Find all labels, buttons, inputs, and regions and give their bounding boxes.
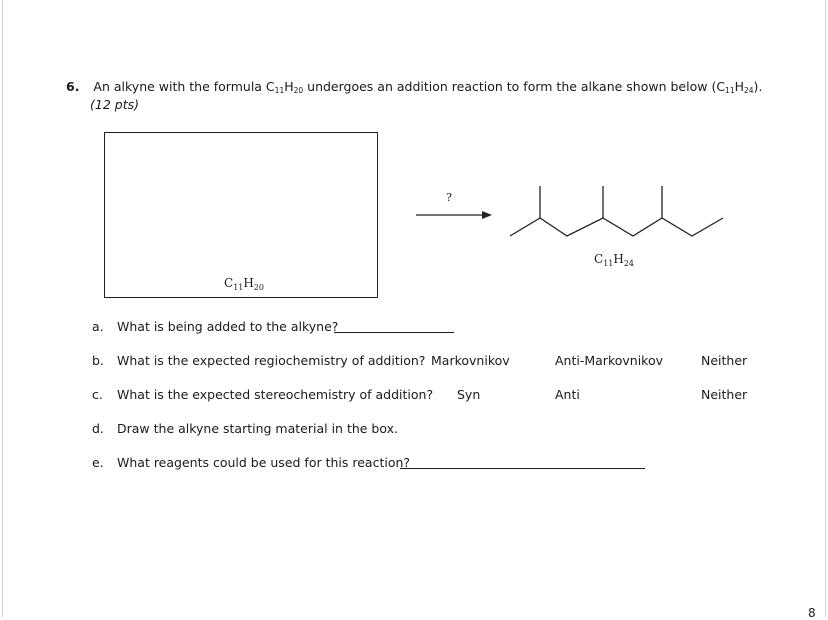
formula-subscript: 20 [293,86,304,95]
part-d-letter: d. [92,421,104,436]
formula-c: C [594,252,604,266]
part-e-letter: e. [92,455,104,470]
alkane-structure [500,180,730,244]
question-points: (12 pts) [90,97,139,112]
question-number: 6. [66,79,80,94]
formula-subscript: 20 [253,283,265,292]
option-neither-regio[interactable]: Neither [701,353,748,368]
box-formula [224,276,264,290]
part-a-text: What is being added to the alkyne? [117,319,339,334]
part-b-text: What is the expected regiochemistry of addition? [117,353,426,368]
part-b-letter: b. [92,353,104,368]
option-syn[interactable]: Syn [457,387,481,402]
option-markovnikov[interactable]: Markovnikov [431,353,510,368]
part-c-text: What is the expected stereochemistry of addition? [117,387,434,402]
arrow-label: ? [446,191,452,204]
product-formula [594,252,634,266]
formula-h: H [243,276,254,290]
page-number: 8 [808,606,816,620]
option-anti-markovnikov[interactable]: Anti-Markovnikov [555,353,664,368]
option-neither-stereo[interactable]: Neither [701,387,748,402]
formula-subscript: 11 [603,259,614,268]
formula-h: H [734,79,744,94]
question-text-middle: undergoes an addition reaction to form the alkane shown below (C [303,79,726,94]
formula-subscript: 11 [233,283,244,292]
question-text-end: ). [753,79,763,94]
reaction-arrow-icon [414,208,494,222]
formula-subscript: 24 [744,86,754,95]
question-text-start: An alkyne with the formula C [93,79,275,94]
drawing-box[interactable] [104,132,378,298]
formula-subscript: 24 [623,259,635,268]
part-a-letter: a. [92,319,104,334]
option-anti[interactable]: Anti [555,387,580,402]
formula-h: H [613,252,624,266]
formula-subscript: 11 [725,86,735,95]
formula-subscript: 11 [274,86,285,95]
part-a-answer-line[interactable] [334,320,454,333]
part-d-text: Draw the alkyne starting material in the box. [117,421,399,436]
formula-h: H [284,79,294,94]
part-e-answer-line[interactable] [400,456,645,469]
formula-c: C [224,276,234,290]
carbon-chain [510,218,723,236]
question-prompt [66,79,762,94]
part-c-letter: c. [92,387,103,402]
part-e-text: What reagents could be used for this reaction? [117,455,411,470]
